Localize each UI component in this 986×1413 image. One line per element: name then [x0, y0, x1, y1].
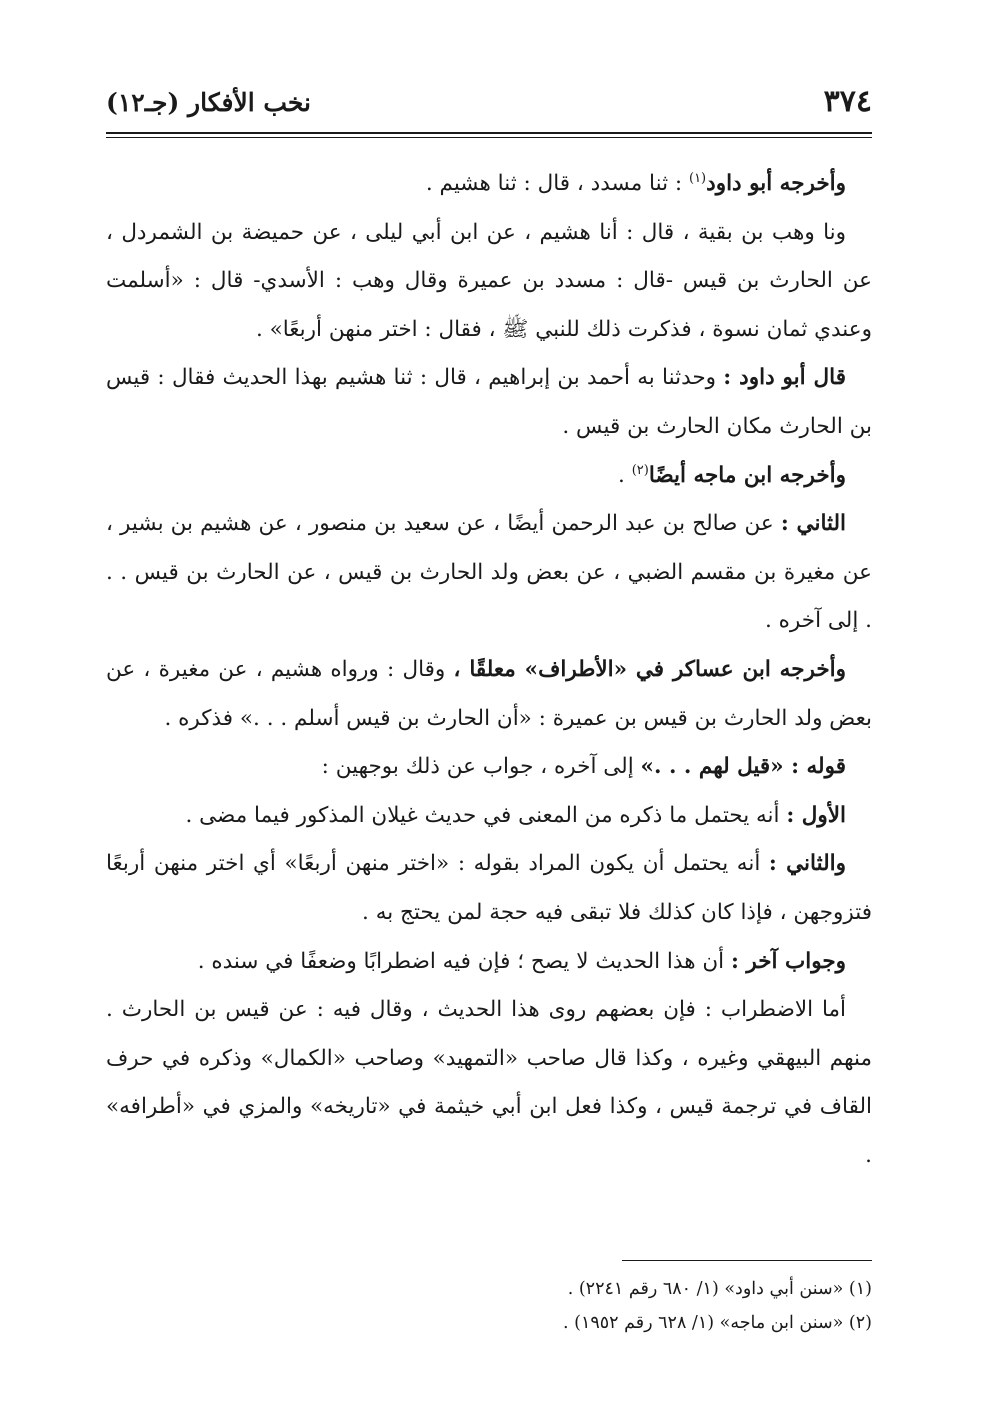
footnote-1: (١) «سنن أبي داود» (١/ ٦٨٠ رقم ٢٢٤١) . [567, 1279, 872, 1299]
paragraph-1-text: : ثنا مسدد ، قال : ثنا هشيم . [425, 171, 689, 196]
paragraph-11: أما الاضطراب : فإن بعضهم روى هذا الحديث ، وقال فيه : عن قيس بن الحارث . منهم البيهقي وغيره ، وكذا قال صاحب «التمهيد» وصاحب «الكمال» وذكره في حرف القاف في ترجمة قيس ، وكذا فعل ابن أبي خيثمة في «تاريخه» والمزي في «أطرافه» . [106, 997, 872, 1168]
paragraph-5-text: عن صالح بن عبد الرحمن أيضًا ، عن سعيد بن منصور ، عن هشيم بن بشير ، عن مغيرة بن مقسم الضبي ، عن بعض ولد الحارث بن قيس ، عن الحارث بن قيس . . . إلى آخره . [106, 511, 872, 634]
paragraph-6 [106, 646, 872, 743]
paragraph-10-text: أن هذا الحديث لا يصح ؛ فإن فيه اضطرابًا وضعفًا في سنده . [197, 948, 731, 974]
footnotes [106, 1272, 872, 1340]
paragraph-9-text: أنه يحتمل أن يكون المراد بقوله : «اختر منهن أربعًا» أي اختر منهن أربعًا فتزوجهن ، فإذا كان كذلك فلا تبقى فيه حجة لمن يحتج به . [106, 851, 872, 925]
header-rule-thin [106, 137, 872, 138]
paragraph-2: ونا وهب بن بقية ، قال : أنا هشيم ، عن ابن أبي ليلى ، عن حميضة بن الشمردل ، عن الحارث بن قيس -قال : مسدد بن عميرة وقال وهب : الأسدي- قال : «أسلمت وعندي ثمان نسوة ، فذكرت ذلك للنبي ﷺ ، فقال : اختر منهن أربعًا» . [106, 219, 872, 342]
footnote-ref-2: (٢) [631, 462, 649, 478]
paragraph-7-heading: قوله : «قيل لهم . . .» [640, 754, 846, 780]
paragraph-3-text: وحدثنا به أحمد بن إبراهيم ، قال : ثنا هشيم بهذا الحديث فقال : قيس بن الحارث مكان الحارث بن قيس . [106, 365, 872, 439]
paragraph-7 [106, 743, 872, 792]
paragraph-9 [106, 840, 872, 937]
paragraph-6-text: وقال : ورواه هشيم ، عن مغيرة ، عن بعض ولد الحارث بن قيس بن عميرة : «أن الحارث بن قيس أسلم . . .» فذكره . [106, 656, 872, 731]
main-text [106, 160, 872, 1180]
paragraph-10 [106, 938, 872, 987]
paragraph-10-heading: وجواب آخر : [730, 948, 846, 974]
header-rule [106, 132, 872, 134]
paragraph-4 [106, 452, 872, 501]
paragraph-5 [106, 500, 872, 646]
paragraph-3 [106, 354, 872, 451]
footnote-separator [622, 1260, 872, 1261]
paragraph-6-heading: وأخرجه ابن عساكر في «الأطراف» معلقًا ، [453, 656, 846, 682]
paragraph-4-text: . [618, 462, 632, 488]
paragraph-1 [106, 160, 872, 209]
paragraph-3-heading: قال أبو داود : [723, 365, 846, 391]
page-number: ٣٧٤ [823, 84, 872, 119]
paragraph-4-heading: وأخرجه ابن ماجه أيضًا [648, 462, 846, 488]
footnote-ref-1: (١) [688, 170, 707, 186]
page-header [106, 78, 872, 140]
running-title: نخب الأفكار (جـ١٢) [106, 88, 312, 117]
paragraph-1-heading: وأخرجه أبو داود [706, 171, 846, 196]
paragraph-9-heading: والثاني : [768, 851, 846, 877]
footnote-2: (٢) «سنن ابن ماجه» (١/ ٦٢٨ رقم ١٩٥٢) . [562, 1313, 872, 1333]
paragraph-8 [106, 792, 872, 841]
paragraph-8-text: أنه يحتمل ما ذكره من المعنى في حديث غيلان المذكور فيما مضى . [185, 802, 787, 828]
paragraph-7-text: إلى آخره ، جواب عن ذلك بوجهين : [321, 754, 641, 780]
paragraph-5-heading: الثاني : [780, 511, 847, 537]
paragraph-8-heading: الأول : [786, 802, 846, 828]
